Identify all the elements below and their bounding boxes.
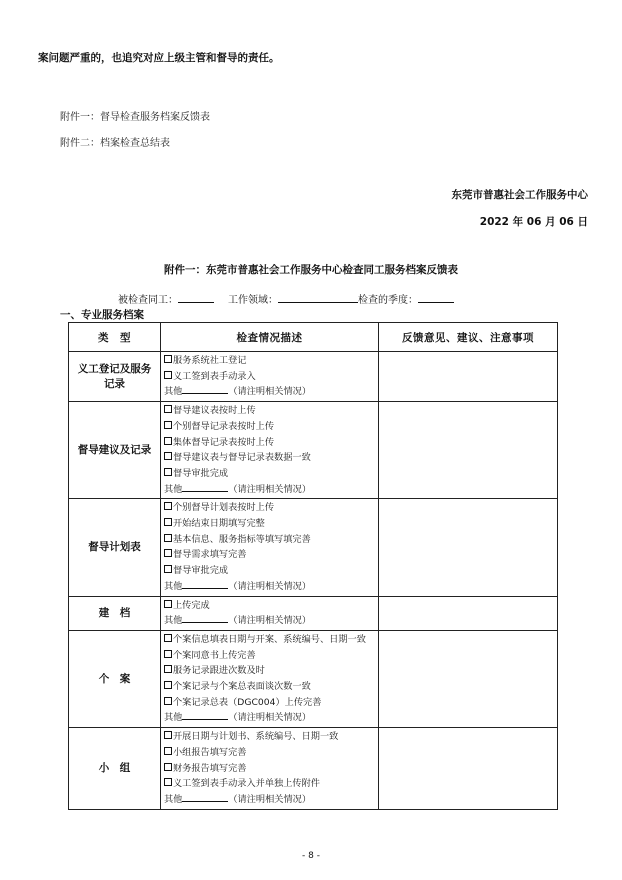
- table-header-row: [69, 323, 558, 352]
- other-blank[interactable]: [182, 579, 228, 589]
- other-note: （请注明相关情况）: [228, 615, 312, 627]
- checked-staff-blank: [178, 291, 214, 303]
- check-item: [164, 516, 378, 532]
- check-item: [164, 663, 378, 679]
- other-label: 其他: [164, 580, 183, 592]
- other-label: 其他: [164, 712, 183, 724]
- quarter-blank: [418, 291, 454, 303]
- checkbox-icon[interactable]: [164, 778, 172, 786]
- row-check-items: [161, 728, 379, 810]
- checkbox-icon[interactable]: [164, 518, 172, 526]
- check-item: [164, 563, 378, 579]
- check-item: [164, 500, 378, 516]
- check-item: [164, 745, 378, 761]
- other-label: 其他: [164, 793, 183, 805]
- other-line: [164, 384, 378, 400]
- check-item-label: 义工签到表手动录入: [173, 370, 256, 382]
- other-blank[interactable]: [182, 482, 228, 492]
- table-row: [69, 402, 558, 499]
- check-item-label: 服务系统社工登记: [173, 355, 247, 366]
- check-item-label: 个别督导记录表按时上传: [173, 420, 275, 432]
- check-item-label: 基本信息、服务指标等填写填完善: [173, 533, 311, 545]
- checkbox-icon[interactable]: [164, 731, 172, 739]
- checkbox-icon[interactable]: [164, 747, 172, 755]
- checkbox-icon[interactable]: [164, 565, 172, 573]
- table-row: [69, 499, 558, 596]
- check-item: [164, 547, 378, 563]
- check-item-label: 个案记录总表（DGC004）上传完善: [173, 696, 322, 708]
- row-check-items: [161, 402, 379, 499]
- check-item: [164, 776, 378, 792]
- check-item-label: 服务记录跟进次数及时: [173, 665, 265, 677]
- row-feedback-cell[interactable]: [379, 728, 558, 810]
- other-label: 其他: [164, 615, 183, 627]
- check-item: [164, 598, 378, 614]
- check-item-label: 开展日期与计划书、系统编号、日期一致: [173, 731, 339, 743]
- row-type-label: 督导建议及记录: [69, 402, 161, 499]
- other-line: [164, 579, 378, 595]
- check-item-label: 督导建议表按时上传: [173, 405, 256, 417]
- check-item-label: 督导审批完成: [173, 467, 229, 479]
- check-item: [164, 679, 378, 695]
- checkbox-icon[interactable]: [164, 468, 172, 476]
- check-item-label: 督导审批完成: [173, 565, 229, 577]
- other-line: [164, 792, 378, 808]
- row-check-items: [161, 596, 379, 630]
- check-item: [164, 648, 378, 664]
- check-item: [164, 419, 378, 435]
- checkbox-icon[interactable]: [164, 650, 172, 658]
- other-line: [164, 613, 378, 629]
- paragraph-text: 案问题严重的，也追究对应上级主管和督导的责任。: [38, 52, 280, 64]
- header-description: 检查情况描述: [161, 323, 379, 352]
- check-item-label: 财务报告填写完善: [173, 762, 247, 774]
- table-row: [69, 728, 558, 810]
- feedback-table: [68, 322, 558, 810]
- other-label: 其他: [164, 483, 183, 495]
- form-meta-line: [118, 291, 454, 306]
- other-note: （请注明相关情况）: [228, 793, 312, 805]
- other-note: （请注明相关情况）: [228, 580, 312, 592]
- check-item: [164, 369, 378, 385]
- checkbox-icon[interactable]: [164, 437, 172, 445]
- checkbox-icon[interactable]: [164, 421, 172, 429]
- row-feedback-cell[interactable]: [379, 596, 558, 630]
- table-row: [69, 596, 558, 630]
- checkbox-icon[interactable]: [164, 502, 172, 510]
- form-title: 附件一：东莞市普惠社会工作服务中心检查同工服务档案反馈表: [164, 264, 458, 276]
- other-blank[interactable]: [182, 792, 228, 802]
- check-item: [164, 403, 378, 419]
- other-note: （请注明相关情况）: [228, 386, 312, 398]
- row-type-label: 个 案: [69, 630, 161, 727]
- table-row: [69, 352, 558, 402]
- check-item: [164, 695, 378, 711]
- check-item-label: 集体督导记录表按时上传: [173, 436, 275, 448]
- check-item: [164, 532, 378, 548]
- check-item-label: 上传完成: [173, 599, 210, 611]
- row-feedback-cell[interactable]: [379, 499, 558, 596]
- check-item: [164, 353, 378, 369]
- row-check-items: [161, 630, 379, 727]
- row-check-items: [161, 499, 379, 596]
- row-type-label: 小 组: [69, 728, 161, 810]
- check-item-label: 督导建议表与督导记录表数据一致: [173, 452, 311, 464]
- other-line: [164, 710, 378, 726]
- checked-staff-label: 被检查同工：: [118, 295, 178, 306]
- check-item: [164, 729, 378, 745]
- checkbox-icon[interactable]: [164, 763, 172, 771]
- row-check-items: [161, 352, 379, 402]
- work-field-label: 工作领域：: [228, 295, 278, 306]
- table-body: [69, 352, 558, 810]
- check-item-label: 督导需求填写完善: [173, 549, 247, 561]
- section-title: 一、专业服务档案: [60, 309, 144, 321]
- checkbox-icon[interactable]: [164, 371, 172, 379]
- header-feedback: 反馈意见、建议、注意事项: [379, 323, 558, 352]
- other-note: （请注明相关情况）: [228, 712, 312, 724]
- checkbox-icon[interactable]: [164, 355, 172, 363]
- work-field-blank: [278, 291, 358, 303]
- document-date: 2022 年 06 月 06 日: [479, 216, 588, 228]
- table-row: [69, 630, 558, 727]
- header-type: 类 型: [69, 323, 161, 352]
- page-number: - 8 -: [302, 851, 320, 861]
- check-item-label: 开始结束日期填写完整: [173, 518, 265, 530]
- check-item: [164, 435, 378, 451]
- check-item-label: 个案同意书上传完善: [173, 649, 256, 661]
- checkbox-icon[interactable]: [164, 665, 172, 673]
- check-item: [164, 632, 378, 648]
- organization-name: 东莞市普惠社会工作服务中心: [451, 189, 588, 201]
- other-note: （请注明相关情况）: [228, 483, 312, 495]
- row-feedback-cell[interactable]: [379, 352, 558, 402]
- row-type-label: 督导计划表: [69, 499, 161, 596]
- checkbox-icon[interactable]: [164, 452, 172, 460]
- check-item: [164, 761, 378, 777]
- checkbox-icon[interactable]: [164, 549, 172, 557]
- check-item-label: 义工签到表手动录入并单独上传附件: [173, 778, 320, 790]
- check-item-label: 个别督导计划表按时上传: [173, 502, 275, 514]
- attachment-1: 附件一：督导检查服务档案反馈表: [60, 112, 210, 123]
- other-line: [164, 482, 378, 498]
- checkbox-icon[interactable]: [164, 697, 172, 705]
- other-blank[interactable]: [182, 710, 228, 720]
- quarter-label: 检查的季度：: [358, 295, 418, 306]
- row-type-label: 建 档: [69, 596, 161, 630]
- other-label: 其他: [164, 386, 183, 398]
- checkbox-icon[interactable]: [164, 681, 172, 689]
- checkbox-icon[interactable]: [164, 405, 172, 413]
- checkbox-icon[interactable]: [164, 534, 172, 542]
- row-type-label: 义工登记及服务记录: [69, 352, 161, 402]
- check-item-label: 小组报告填写完善: [173, 746, 247, 758]
- other-blank[interactable]: [182, 384, 228, 394]
- check-item: [164, 450, 378, 466]
- row-feedback-cell[interactable]: [379, 630, 558, 727]
- row-feedback-cell[interactable]: [379, 402, 558, 499]
- checkbox-icon[interactable]: [164, 634, 172, 642]
- checkbox-icon[interactable]: [164, 600, 172, 608]
- check-item-label: 个案信息填表日期与开案、系统编号、日期一致: [173, 633, 366, 645]
- check-item: [164, 466, 378, 482]
- other-blank[interactable]: [182, 613, 228, 623]
- attachment-2: 附件二：档案检查总结表: [60, 138, 170, 149]
- check-item-label: 个案记录与个案总表面谈次数一致: [173, 681, 311, 693]
